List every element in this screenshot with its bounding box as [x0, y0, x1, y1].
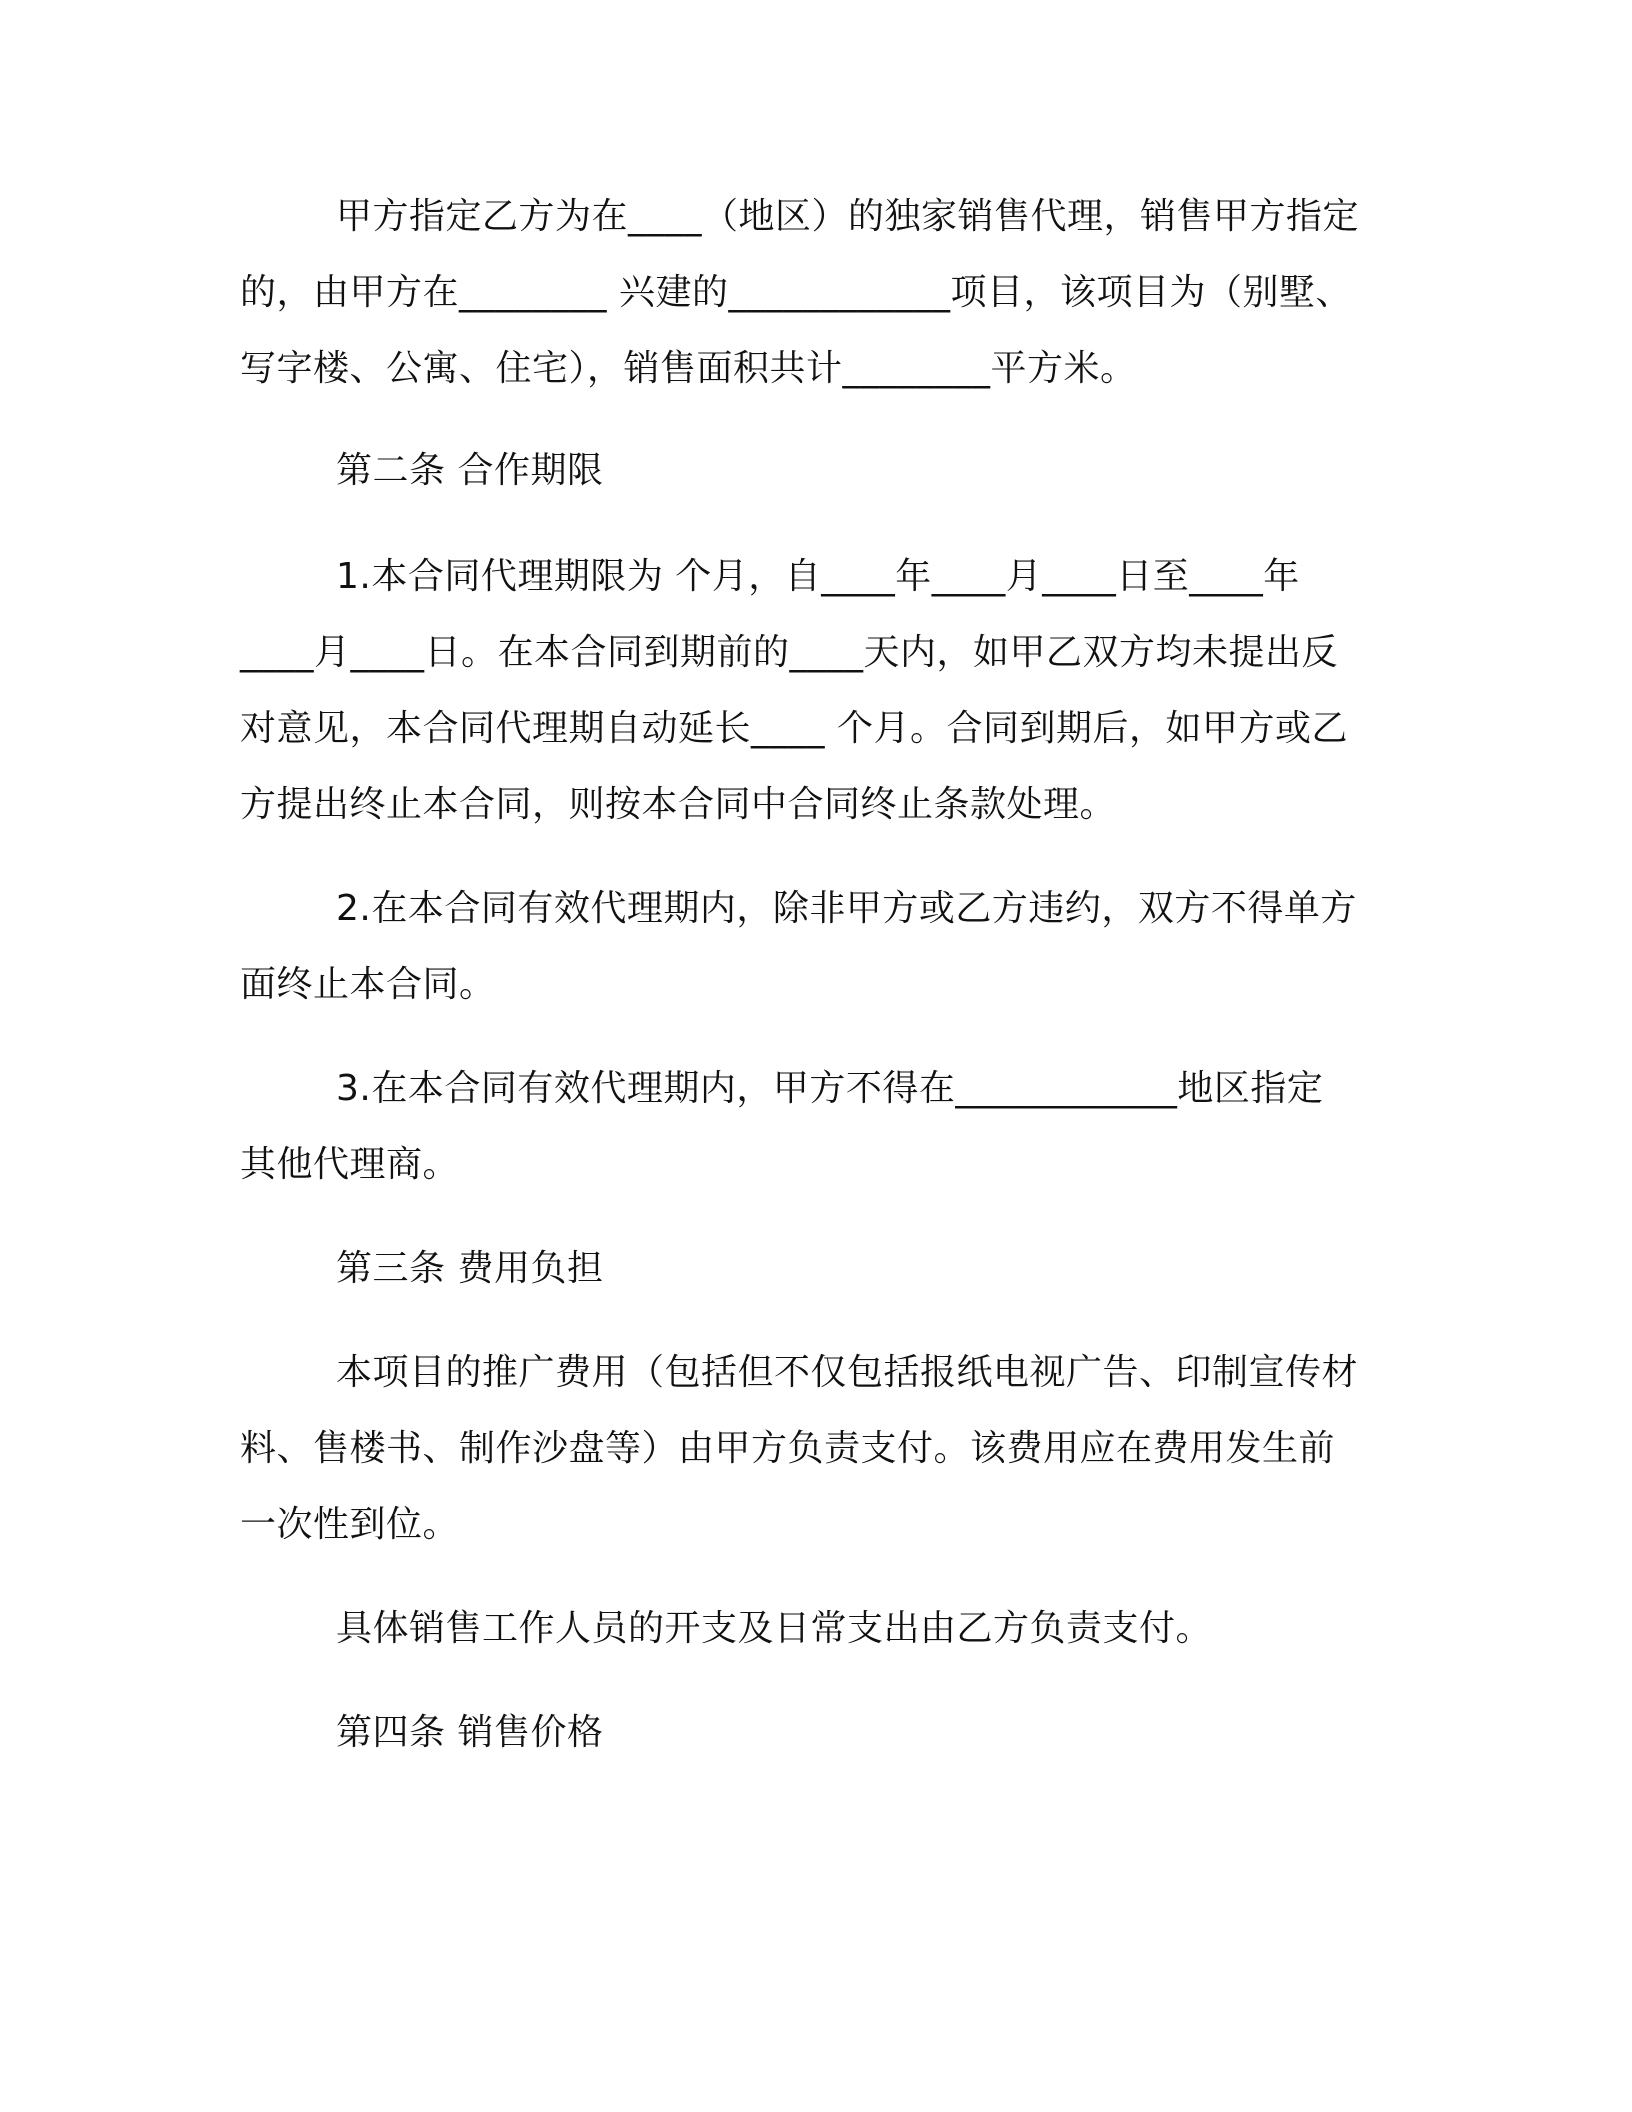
paragraph-line: 面终止本合同。	[240, 964, 496, 1005]
paragraph-line: 对意见，本合同代理期自动延长____ 个月。合同到期后，如甲方或乙	[240, 708, 1348, 749]
paragraph-line: 甲方指定乙方为在____（地区）的独家销售代理，销售甲方指定	[336, 196, 1360, 237]
paragraph-line: 方提出终止本合同，则按本合同中合同终止条款处理。	[240, 784, 1117, 825]
paragraph-line: 料、售楼书、制作沙盘等）由甲方负责支付。该费用应在费用发生前	[240, 1428, 1336, 1469]
paragraph-line: 一次性到位。	[240, 1504, 460, 1545]
paragraph-line: 的，由甲方在________ 兴建的____________项目，该项目为（别墅、	[240, 272, 1352, 313]
paragraph-line: 写字楼、公寓、住宅），销售面积共计________平方米。	[240, 348, 1137, 389]
paragraph-line: 其他代理商。	[240, 1144, 460, 1185]
section-heading: 第三条 费用负担	[336, 1248, 604, 1289]
paragraph-line: 2.在本合同有效代理期内，除非甲方或乙方违约，双方不得单方	[336, 888, 1357, 929]
paragraph-line: 3.在本合同有效代理期内，甲方不得在____________地区指定	[336, 1068, 1324, 1109]
section-heading: 第四条 销售价格	[336, 1712, 604, 1753]
paragraph-line: 具体销售工作人员的开支及日常支出由乙方负责支付。	[336, 1608, 1213, 1649]
paragraph-line: 本项目的推广费用（包括但不仅包括报纸电视广告、印制宣传材	[336, 1352, 1359, 1393]
paragraph-line: ____月____日。在本合同到期前的____天内，如甲乙双方均未提出反	[240, 632, 1339, 673]
paragraph-line: 1.本合同代理期限为 个月，自____年____月____日至____年	[336, 556, 1300, 597]
section-heading: 第二条 合作期限	[336, 450, 604, 491]
